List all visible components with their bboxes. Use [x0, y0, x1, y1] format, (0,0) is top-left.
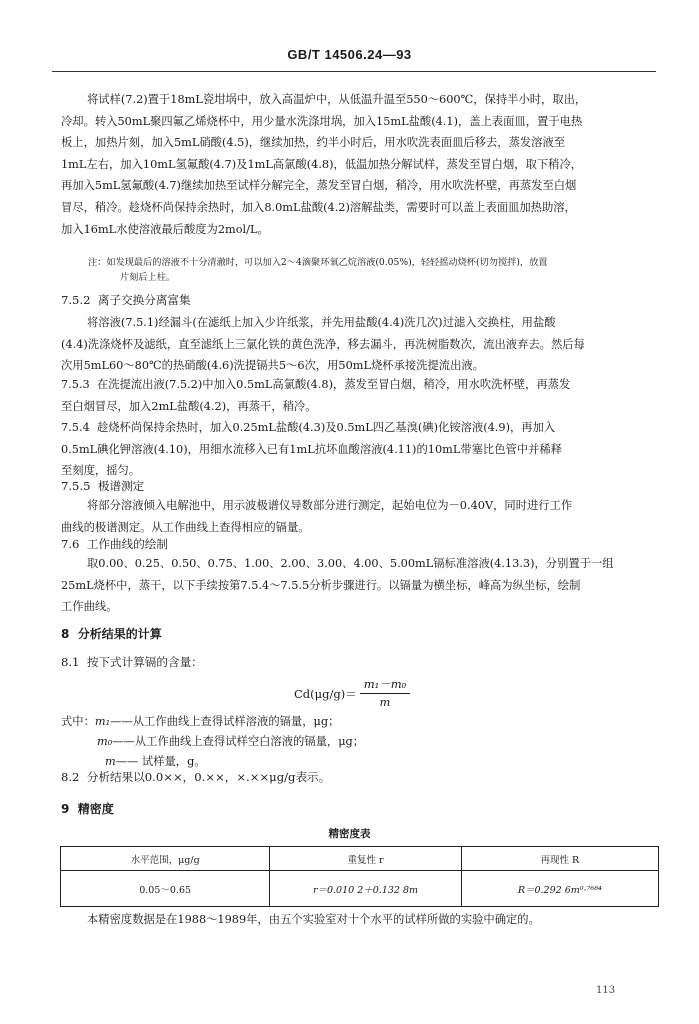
table-cell: R＝0.292 6m⁰·⁷⁶⁸⁴ [461, 871, 658, 907]
text-line: 次用5mL60～80℃的热硝酸(4.6)洗提镉共5～6次，用50mL烧杯承接洗提流出液。 [61, 359, 484, 373]
text-line [61, 374, 659, 396]
text-line: (4.4)洗涤烧杯及滤纸，直至滤纸上三氯化铁的黄色洗净，移去漏斗，再洗树脂数次，流出液弃去。然后每 [61, 337, 585, 351]
legend-text: —— 试样量，g。 [115, 755, 206, 768]
table-cell: 0.05～0.65 [61, 871, 270, 907]
formula-lhs: Cd(μg/g)＝ [294, 686, 357, 701]
section-title: 工作曲线的绘制 [86, 537, 168, 551]
text-line: 将部分溶液倾入电解池中，用示波极谱仪导数部分进行测定，起始电位为－0.40V，同时进行工作 [87, 499, 573, 512]
table-header-row [61, 847, 659, 871]
text-line: 0.5mL碘化钾溶液(4.10)，用细水流移入已有1mL抗坏血酸溶液(4.11)的10mL带塞比色管中并稀释 [61, 442, 563, 456]
section-text: 按下式计算镉的含量： [86, 655, 203, 669]
note-7-5-1 [88, 256, 658, 285]
text-line: 本精密度数据是在1988～1989年，由五个实验室对十个水平的试样所做的实验中确定的。 [87, 913, 540, 926]
section-number: 8 [61, 627, 70, 641]
section-title: 离子交换分离富集 [97, 293, 191, 307]
paragraph-7-6 [61, 553, 659, 618]
text-span: 趁烧杯尚保持余热时，加入0.25mL盐酸(4.3)及0.5mL四乙基溴(碘)化铵溶液(4.9)，再加入 [96, 421, 556, 434]
note-line: 注：如发现最后的溶液不十分清澈时，可以加入2～4滴聚环氧乙烷溶液(0.05%)，轻轻摇动烧杯(切勿搅拌)，放置 [88, 257, 548, 268]
formula-denominator: m [379, 695, 391, 709]
text-line [61, 417, 659, 439]
column-header: 水平范围，μg/g [61, 847, 270, 871]
paragraph-7-5-5 [61, 495, 659, 538]
standard-header: GB/T 14506.24—93 [287, 47, 412, 62]
text-line: 25mL烧杯中，蒸干，以下手续按第7.5.4～7.5.5分析步骤进行。以镉量为横坐标，峰高为纵坐标，绘制 [61, 578, 581, 592]
text-line: 至白烟冒尽，加入2mL盐酸(4.2)，再蒸干，稍冷。 [61, 399, 317, 413]
section-title: 精密度 [77, 802, 114, 816]
paragraph-7-5-3 [61, 374, 659, 417]
section-number: 8.1 [61, 655, 80, 669]
text-line: 1mL左右，加入10mL氢氟酸(4.7)及1mL高氯酸(4.8)，低温加热分解试样，蒸发至冒白烟，取下稍冷， [61, 157, 583, 171]
text-line: 工作曲线。 [61, 600, 118, 614]
legend-symbol: m [105, 755, 116, 768]
text-line: 将试样(7.2)置于18mL瓷坩埚中，放入高温炉中，从低温升温至550～600℃，保持半小时，取出， [87, 93, 587, 106]
paragraph-7-5-4 [61, 417, 659, 482]
legend-text: ——从工作曲线上查得试样溶液的镉量，μg； [110, 715, 340, 728]
header-rule [52, 71, 656, 72]
heading-8 [61, 625, 162, 642]
legend-symbol: m₀ [97, 735, 113, 748]
formula-legend [61, 712, 659, 772]
heading-7-5-5 [61, 478, 144, 494]
text-line: 至刻度，摇匀。 [61, 464, 141, 478]
legend-symbol: m₁ [94, 715, 111, 728]
text-span: 在洗提流出液(7.5.2)中加入0.5mL高氯酸(4.8)，蒸发至冒白烟，稍冷，用水吹洗杯壁，再蒸发 [96, 378, 571, 391]
text-line: 冒尽，稍冷。趁烧杯尚保持余热时，加入8.0mL盐酸(4.2)溶解盐类，需要时可以盖上表面皿加热助溶， [61, 200, 576, 214]
heading-7-6 [61, 536, 168, 552]
column-header: 重复性 r [270, 847, 461, 871]
section-title: 分析结果的计算 [77, 627, 162, 641]
precision-footer [61, 909, 659, 931]
section-title: 极谱测定 [97, 479, 145, 493]
legend-item [61, 732, 659, 752]
table-row [61, 871, 659, 907]
section-number: 8.2 [61, 770, 80, 784]
section-number: 7.5.4 [61, 421, 90, 434]
text-line: 取0.00、0.25、0.50、0.75、1.00、2.00、3.00、4.00、5.00mL镉标准溶液(4.13.3)，分别置于一组 [87, 557, 614, 570]
text-line: 冷却。转入50mL聚四氟乙烯烧杯中，用少量水洗涤坩埚，加入15mL盐酸(4.1)，盖上表面皿，置于电热 [61, 114, 583, 128]
text-line: 板上，加热片刻，加入5mL硝酸(4.5)，继续加热，约半小时后，用水吹洗表面皿后移去，蒸发溶液至 [61, 136, 566, 150]
section-number: 9 [61, 802, 70, 816]
section-number: 7.5.3 [61, 378, 90, 391]
text-line: 曲线的极谱测定。从工作曲线上查得相应的镉量。 [61, 520, 310, 534]
section-number: 7.5.2 [61, 293, 91, 307]
note-line: 片刻后上柱。 [120, 271, 176, 283]
formula-cd [294, 676, 410, 711]
text-line: 再加入5mL氢氟酸(4.7)继续加热至试样分解完全，蒸发至冒白烟，稍冷，用水吹洗杯壁，再蒸发至白烟 [61, 179, 577, 193]
text-line: 将溶液(7.5.1)经漏斗(在滤纸上加入少许纸浆，并先用盐酸(4.4)洗几次)过滤入交换柱，用盐酸 [87, 316, 556, 329]
section-number: 7.5.5 [61, 479, 91, 493]
section-number: 7.6 [61, 537, 80, 551]
paragraph-7-5-2 [61, 312, 659, 377]
column-header: 再现性 R [461, 847, 658, 871]
table-title: 精密度表 [328, 828, 371, 840]
precision-table [60, 846, 659, 907]
formula-fraction [360, 676, 411, 711]
paragraph-7-5-1 [61, 89, 659, 240]
heading-9 [61, 800, 114, 817]
formula-numerator: m₁－m₀ [360, 676, 411, 694]
table-cell: r＝0.010 2＋0.132 8m [270, 871, 461, 907]
page-number: 113 [596, 985, 616, 996]
legend-text: ——从工作曲线上查得试样空白溶液的镉量，μg； [112, 735, 365, 748]
heading-7-5-2 [61, 292, 191, 308]
heading-8-1 [61, 654, 203, 670]
legend-item [61, 712, 659, 732]
heading-8-2 [61, 769, 330, 785]
section-text: 分析结果以0.0××，0.××，×.××μg/g表示。 [86, 770, 331, 784]
legend-prefix: 式中： [61, 715, 95, 728]
text-line: 加入16mL水使溶液最后酸度为2mol/L。 [61, 222, 269, 236]
